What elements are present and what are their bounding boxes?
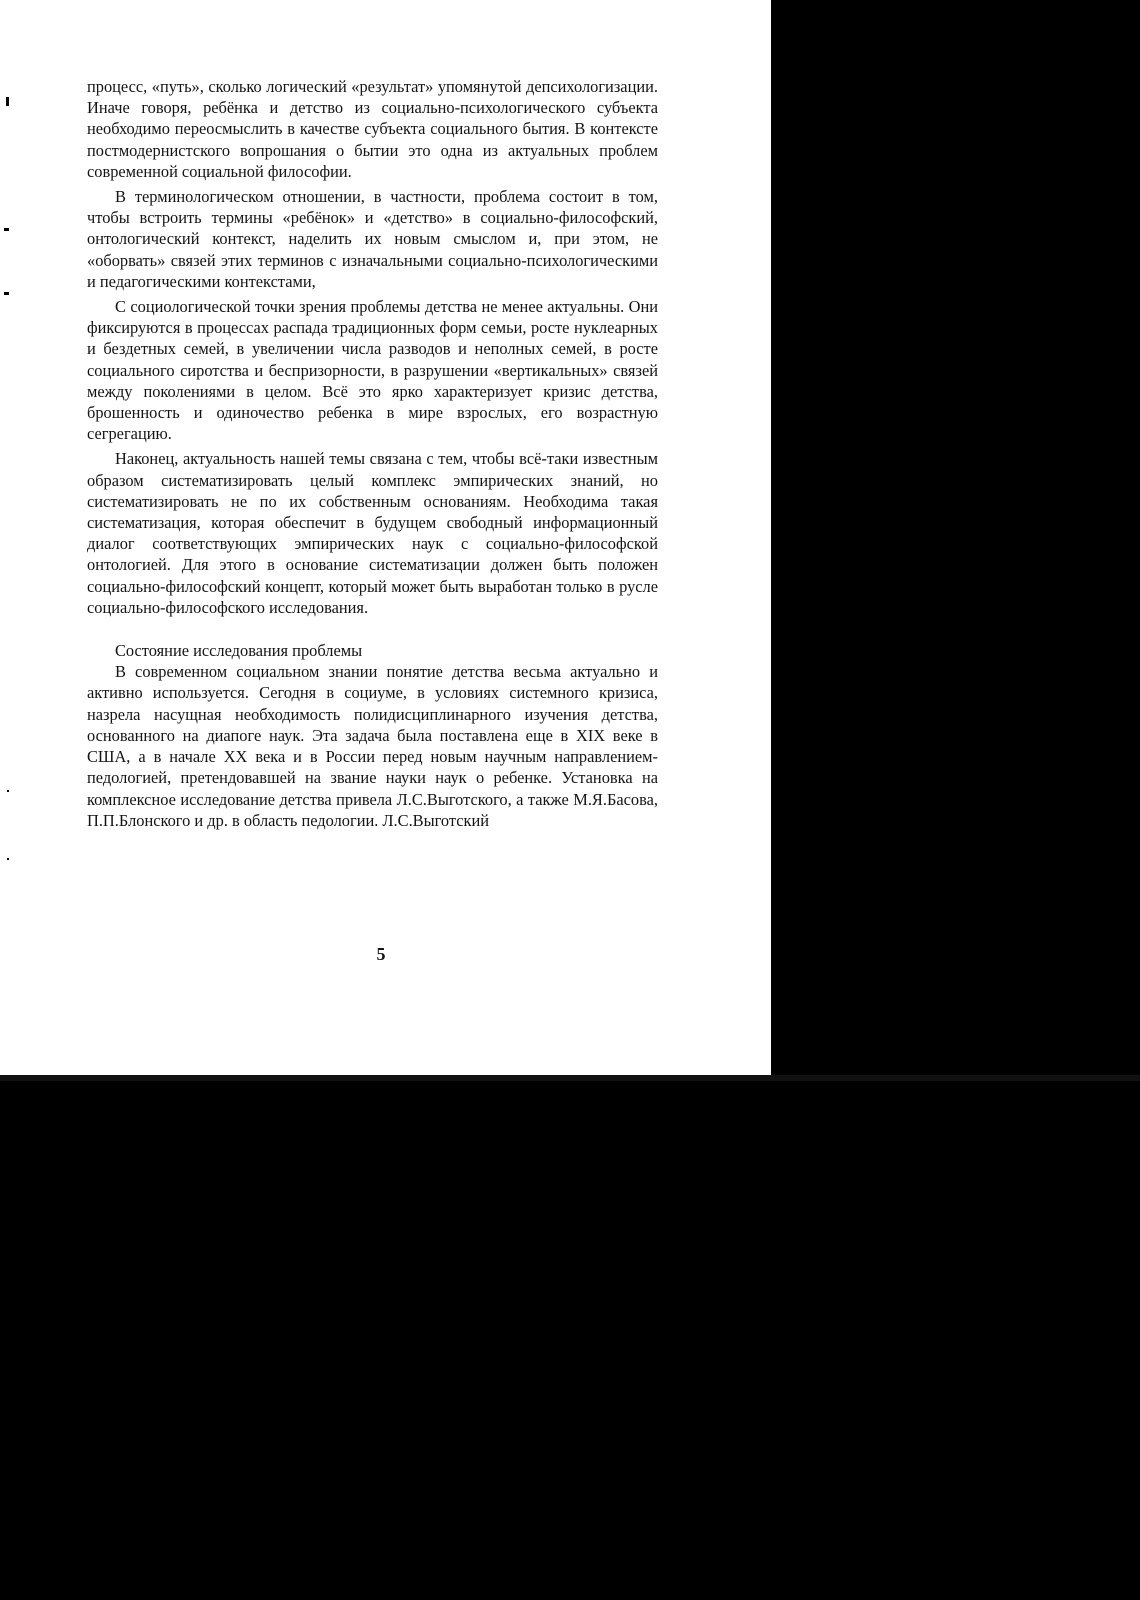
paragraph-3: С социологической точки зрения проблемы детства не менее актуальны. Они фиксируются в процессах распада традиционных форм семьи, росте нуклеарных и бездетных семей, в увеличении числа разводов и неполных семей, в росте социального сиротства и беспризорности, в разрушении «вертикальных» связей между поколениями в целом. Всё это ярко характеризует кризис детства, брошенность и одиночество ребенка в мире взрослых, его возрастную сегрегацию.	[87, 297, 658, 444]
scan-edge-strip	[0, 1075, 1140, 1081]
paragraph-1: процесс, «путь», сколько логический «результат» упомянутой депсихологизации. Иначе говоря, ребёнка и детство из социально-психологического субъекта необходимо переосмыслить в качестве субъекта социального бытия. В контексте постмодернистского вопрошания о бытии это одна из актуальных проблем современной социальной философии.	[87, 77, 658, 181]
section-paragraph: В современном социальном знании понятие детства весьма актуально и активно используется. Сегодня в социуме, в условиях системного кризиса, назрела насущная необходимость полидисциплинарного изучения детства, основанного на диапоге наук. Эта задача была поставлена еще в XIX веке в США, а в начале XX века и в России перед новым научным направлением-педологией, претендовавшей на звание науки наук о ребенке. Установка на комплексное исследование детства привела Л.С.Выготского, а также М.Я.Басова, П.П.Блонского и др. в область педологии. Л.С.Выготский	[87, 662, 658, 830]
scan-background-bottom	[0, 1075, 1140, 1600]
section-heading: Состояние исследования проблемы	[115, 641, 363, 661]
scan-background-right	[771, 0, 1140, 1075]
page-number: 5	[376, 944, 386, 964]
scan-mark	[7, 790, 9, 792]
paragraph-2: В терминологическом отношении, в частности, проблема состоит в том, чтобы встроить термины «ребёнок» и «детство» в социально-философский, онтологический контекст, наделить их новым смыслом и, при этом, не «оборвать» связей этих терминов с изначальными социально-психологическими и педагогическими контекстами,	[87, 187, 658, 291]
scan-mark	[6, 97, 9, 106]
paragraph-4: Наконец, актуальность нашей темы связана с тем, чтобы всё-таки известным образом систематизировать целый комплекс эмпирических знаний, но систематизировать не по их собственным основаниям. Необходима такая систематизация, которая обеспечит в будущем свободный информационный диалог соответствующих эмпирических наук с социально-философской онтологией. Для этого в основание систематизации должен быть положен социально-философский концепт, который может быть выработан только в русле социально-философского исследования.	[87, 449, 658, 617]
scan-mark	[4, 292, 9, 295]
scan-mark	[7, 858, 9, 860]
scan-mark	[4, 228, 9, 231]
document-body	[87, 76, 658, 835]
